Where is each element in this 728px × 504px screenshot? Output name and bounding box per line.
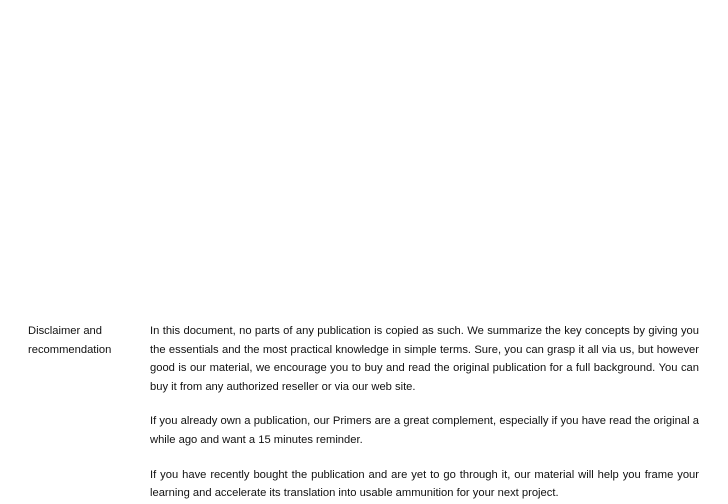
disclaimer-paragraph-3: If you have recently bought the publication and are yet to go through it, our material will help you frame your learning and accelerate its translation into usable ammunition for your next project. [150, 468, 699, 500]
side-label-line-1: Disclaimer and [28, 325, 102, 337]
side-label-line-2: recommendation [28, 343, 112, 356]
disclaimer-body [150, 322, 699, 503]
disclaimer-section [28, 322, 700, 503]
disclaimer-side-label [28, 322, 150, 503]
disclaimer-paragraph-2: If you already own a publication, our Primers are a great complement, especially if you have read the original a while ago and want a 15 minutes reminder. [150, 415, 699, 446]
disclaimer-paragraph-1: In this document, no parts of any publication is copied as such. We summarize the key concepts by giving you the essentials and the most practical knowledge in simple terms. Sure, you can grasp it all via us, but however good is our material, we encourage you to buy and read the original publication for a full background. You can buy it from any authorized reseller or via our web site. [150, 325, 699, 393]
